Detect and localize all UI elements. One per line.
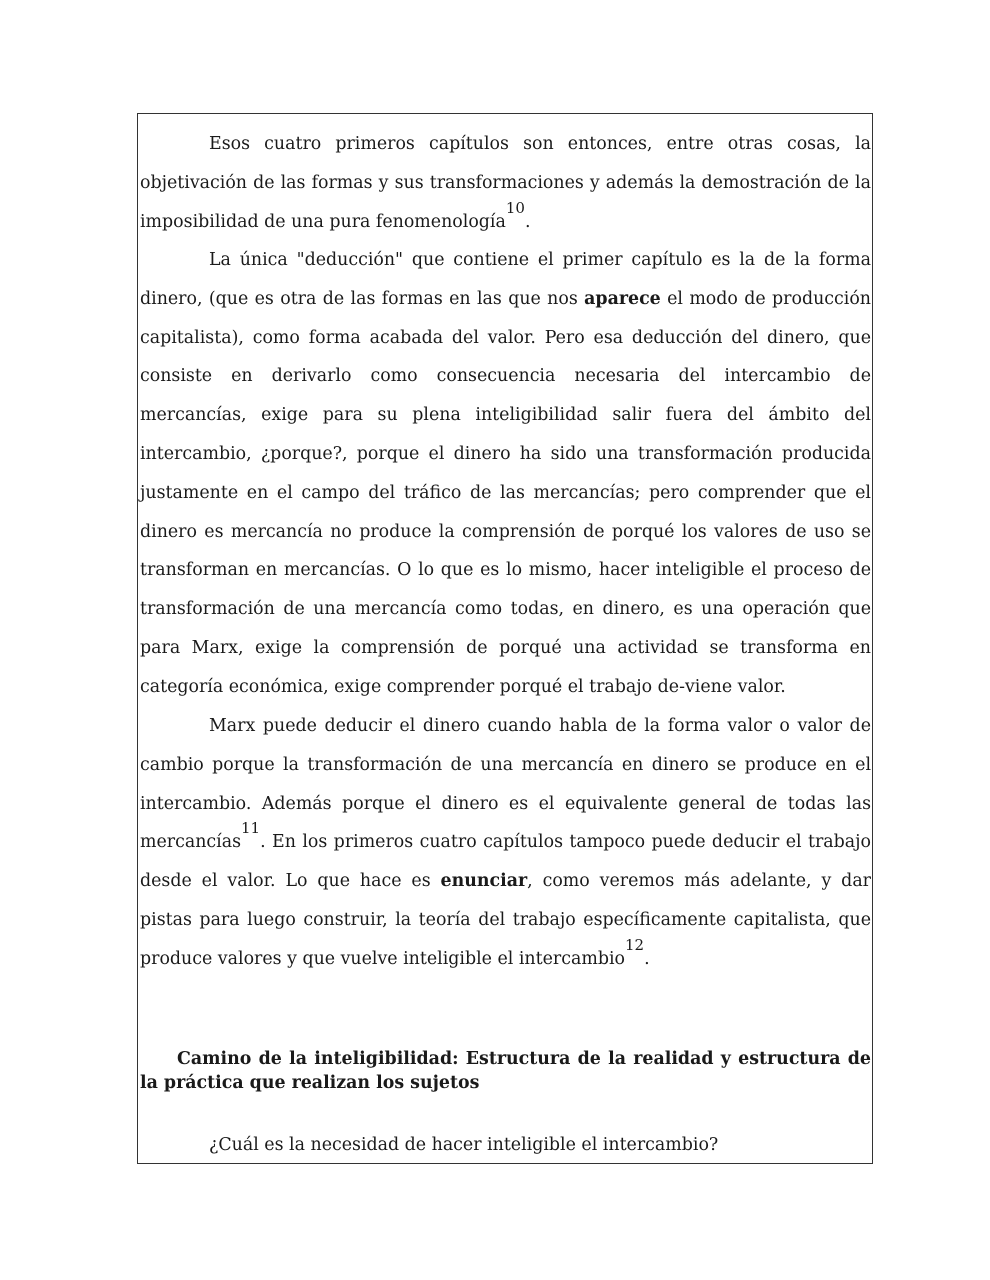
question-line: ¿Cuál es la necesidad de hacer inteligible el intercambio? xyxy=(209,1135,719,1155)
paragraph-3-bold: enunciar xyxy=(440,871,528,892)
paragraph-3-end: . xyxy=(644,948,650,969)
section-heading: Camino de la inteligibilidad: Estructura de la realidad y estructura de la práctica que realizan los sujetos xyxy=(140,1049,871,1093)
paragraph-1-text: Esos cuatro primeros capítulos son entonces, entre otras cosas, la objetivación de las formas y sus transformaciones y además la demostración de la imposibilidad de una pura fenomenología xyxy=(140,134,871,232)
paragraph-2-bold: aparece xyxy=(584,288,661,309)
paragraph-2-part2: el modo de producción capitalista), como forma acabada del valor. Pero esa deducción del dinero, que consiste en derivarlo como consecuencia necesaria del intercambio de mercancías, exige para su plena inteligibilidad salir fuera del ámbito del intercambio, ¿porque?, porque el dinero ha sido una transformación producida justamente en el campo del tráfico de las mercancías; pero comprender que el dinero es mercancía no produce la comprensión de porqué los valores de uso se transforman en mercancías. O lo que es lo mismo, hacer inteligible el proceso de transformación de una mercancía como todas, en dinero, es una operación que para Marx, exige la comprensión de porqué una actividad se transforma en categoría económica, exige comprender porqué el trabajo de-viene valor. xyxy=(140,288,872,697)
paragraph-3-part3: , como veremos más adelante, y dar pistas para luego construir, la teoría del trabajo específicamente capitalista, que produce valores y que vuelve inteligible el intercambio xyxy=(140,871,871,969)
paragraph-2 xyxy=(140,241,871,707)
paragraph-3 xyxy=(140,707,871,979)
paragraph-1 xyxy=(140,125,871,241)
paragraph-2-part1: La única "deducción" que contiene el primer capítulo es la de la forma dinero, (que es otra de las formas en las que nos xyxy=(140,250,871,309)
paragraph-1-end: . xyxy=(524,211,531,232)
footnote-12[interactable]: 12 xyxy=(625,935,645,954)
footnote-11[interactable]: 11 xyxy=(241,819,261,838)
paragraph-3-part2: . En los primeros cuatro capítulos tampoco puede deducir el trabajo desde el valor. Lo que hace es xyxy=(140,832,871,892)
footnote-10[interactable]: 10 xyxy=(505,198,525,217)
paragraph-3-part1: Marx puede deducir el dinero cuando habla de la forma valor o valor de cambio porque la transformación de una mercancía en dinero se produce en el intercambio. Además porque el dinero es el equivalente general de todas las mercancías xyxy=(140,716,871,853)
